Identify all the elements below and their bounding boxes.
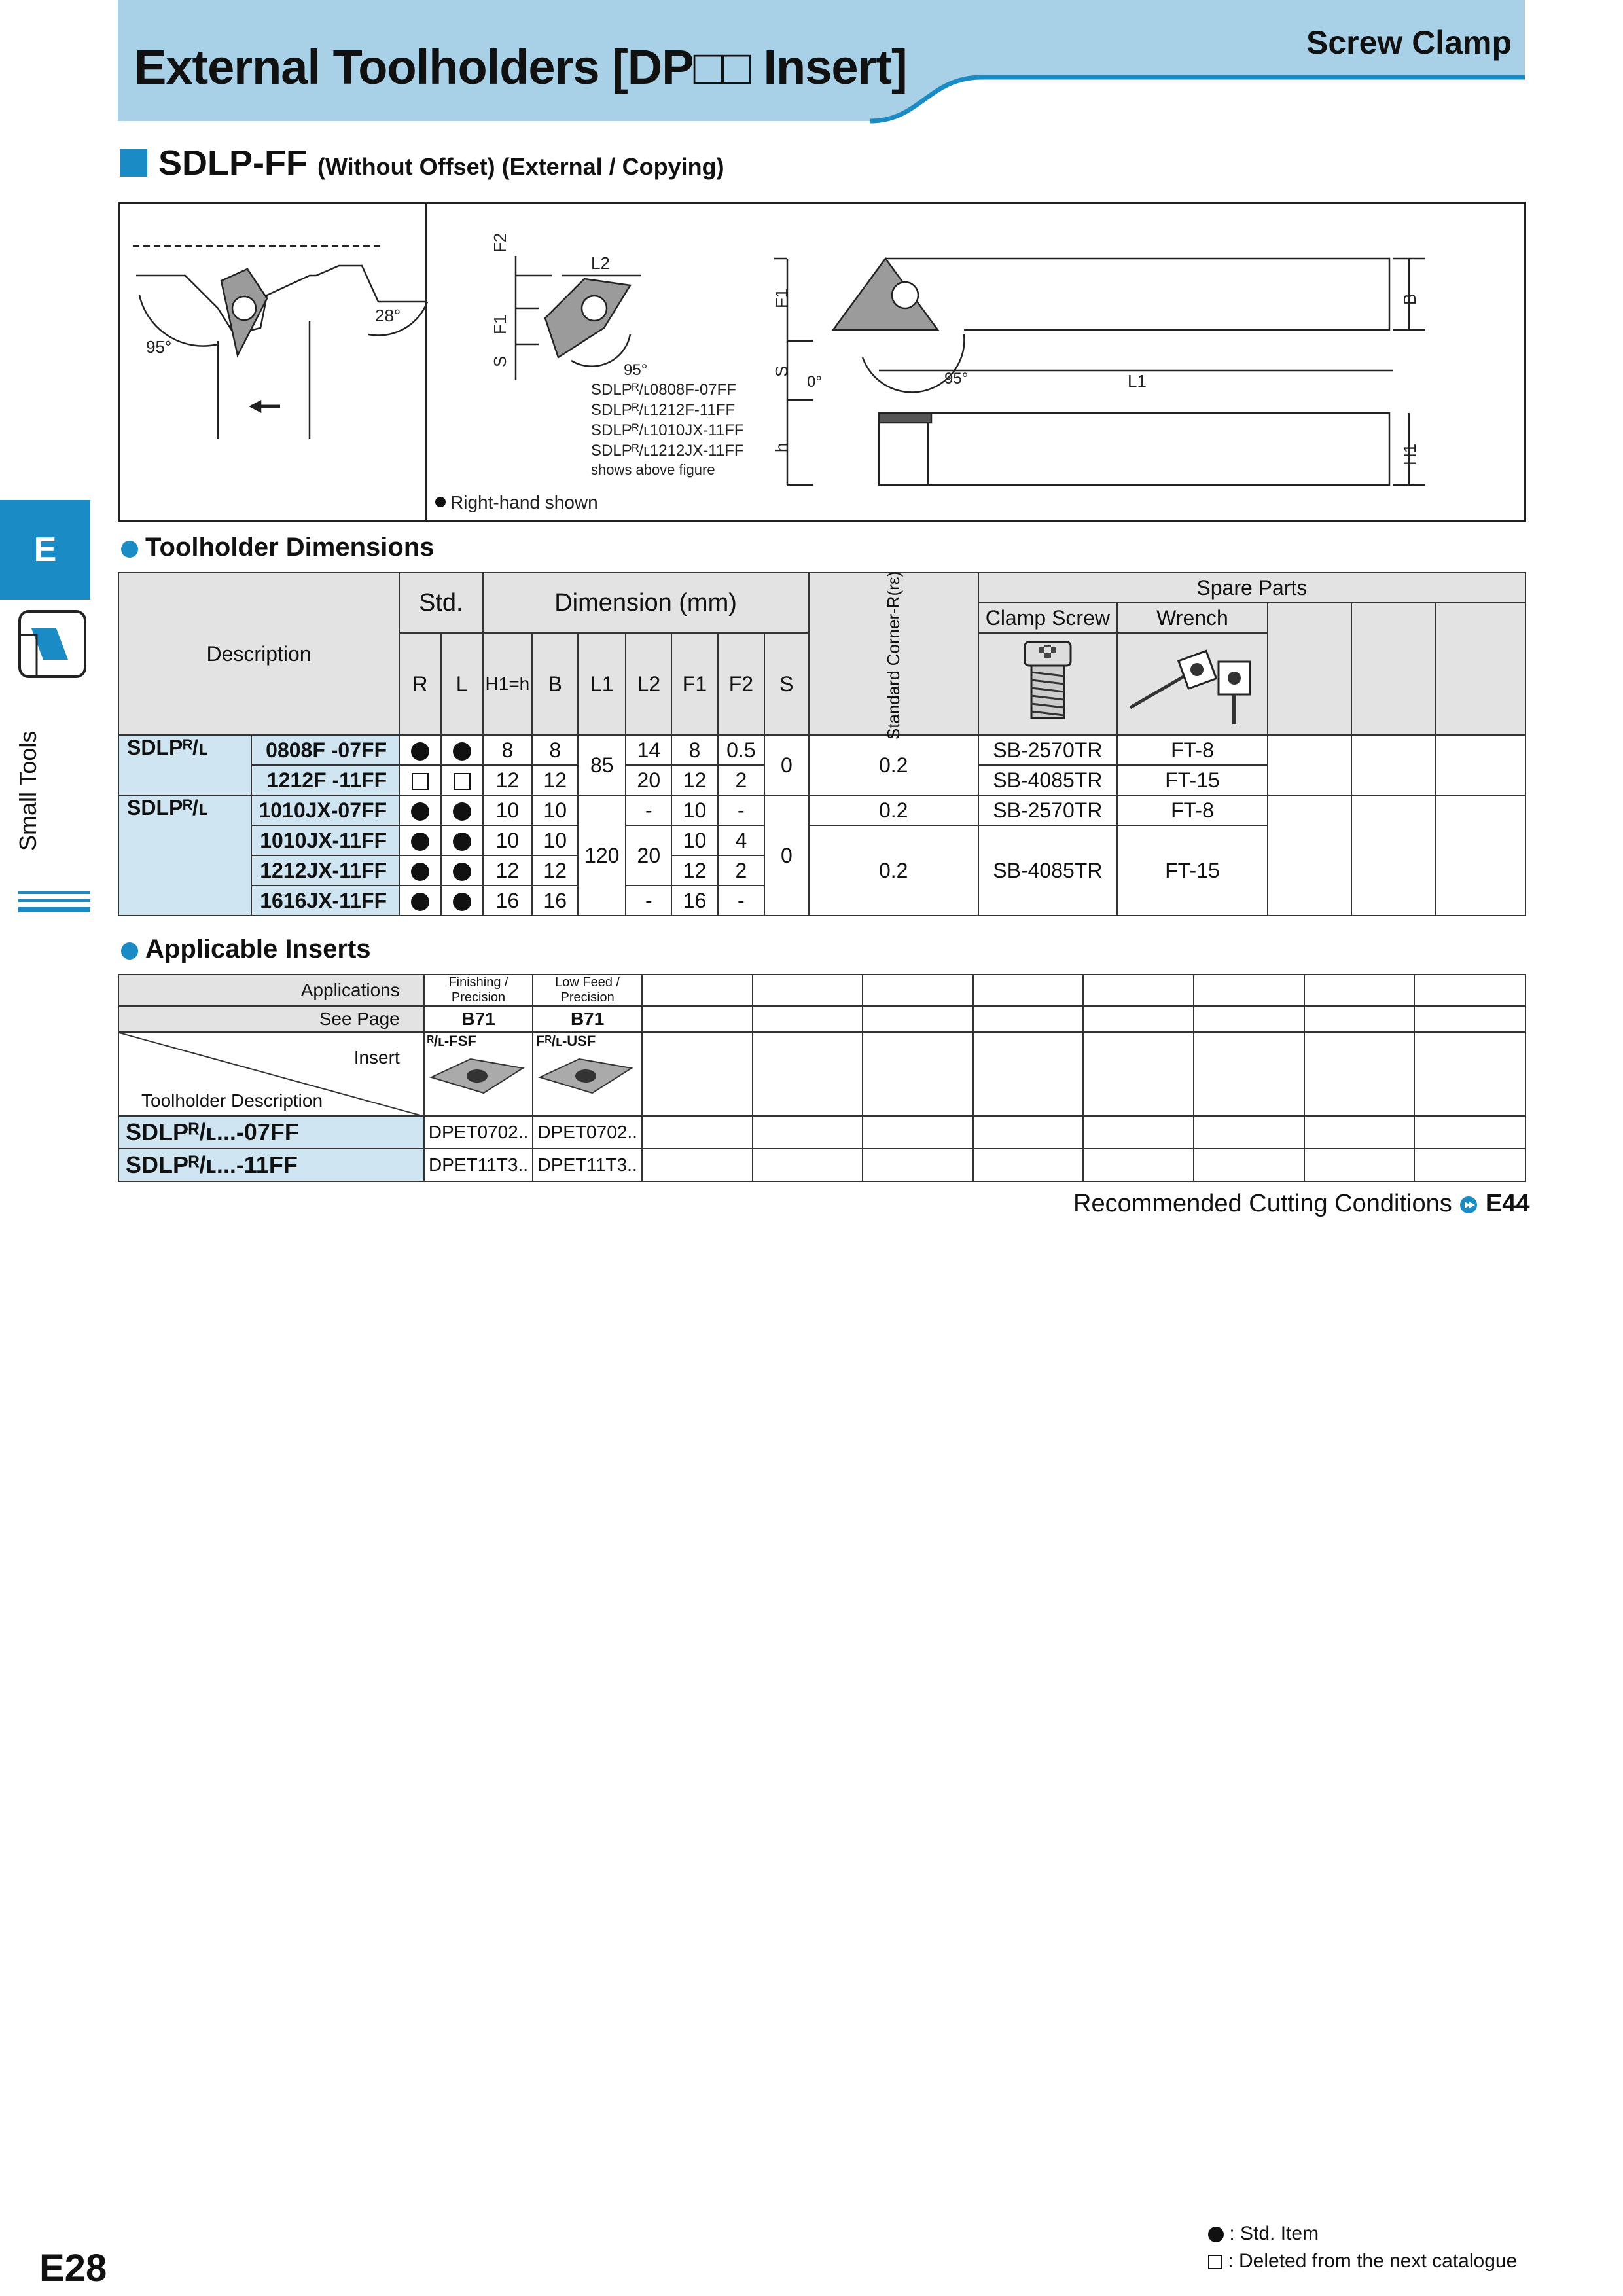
- wrench-image: [1117, 633, 1268, 735]
- see-page-label: See Page: [118, 1006, 424, 1032]
- dim-L1-label: L1: [1128, 371, 1147, 391]
- page-number: E28: [39, 2247, 107, 2289]
- corner-r-2: 0.2: [809, 795, 978, 825]
- cell: 2: [718, 855, 765, 886]
- recommend-text: Recommended Cutting Conditions: [1073, 1190, 1452, 1217]
- cell: SB-4085TR: [978, 825, 1117, 916]
- cell: 8: [532, 735, 578, 765]
- insert-usf: [533, 1032, 642, 1116]
- cell: 14: [626, 735, 671, 765]
- toolholder-desc-label: Toolholder Description: [141, 1090, 323, 1111]
- hand-note: Right-hand shown: [450, 492, 598, 512]
- S-0b: 0: [764, 795, 808, 916]
- clamp-screw-icon: [1018, 636, 1077, 727]
- col-L: L: [441, 633, 483, 735]
- insert-desc-header: [118, 1032, 424, 1116]
- inserts-title: Applicable Inserts: [145, 935, 371, 963]
- cell: 10: [483, 825, 533, 855]
- recommended-conditions-link[interactable]: [1073, 1190, 1530, 1218]
- insert-name: ᴿ/ʟ-FSF: [427, 1033, 476, 1049]
- section-subtitle: (Without Offset) (External / Copying): [317, 153, 724, 180]
- std-l-row-1: [441, 735, 483, 765]
- cell: 16: [671, 886, 717, 916]
- description-header: Description: [118, 573, 399, 735]
- angle-label-0: 0°: [807, 373, 822, 391]
- L1-85: 85: [578, 735, 626, 795]
- L1-120: 120: [578, 795, 626, 916]
- insert-detail-panel: [516, 256, 641, 380]
- col-S: S: [764, 633, 808, 735]
- clamp-screw-image: [978, 633, 1117, 735]
- recommend-page: E44: [1485, 1190, 1530, 1217]
- cell: FT-15: [1117, 765, 1268, 795]
- std-l-row-2: [441, 765, 483, 795]
- legend: [1208, 2220, 1517, 2275]
- section-title: [158, 143, 724, 183]
- top-view-panel: [133, 246, 427, 439]
- insert-row-07: SDLPᴿ/ʟ...-07FF: [118, 1116, 424, 1149]
- std-header: Std.: [399, 573, 482, 633]
- drawing-svg: [120, 204, 1524, 520]
- dim-B-label: B: [1400, 293, 1419, 305]
- wrench-icon: [1120, 636, 1264, 727]
- cell: -: [626, 795, 671, 825]
- L2-20: 20: [626, 825, 671, 886]
- code-row-1: 0808F -07FF: [251, 735, 399, 765]
- col-L2: L2: [626, 633, 671, 735]
- cell: 10: [483, 795, 533, 825]
- S-0a: 0: [764, 735, 808, 795]
- cell: SB-2570TR: [978, 795, 1117, 825]
- dim-F2-label: F2: [490, 232, 510, 253]
- legend-deleted: : Deleted from the next catalogue: [1228, 2250, 1518, 2272]
- cell: 12: [671, 765, 717, 795]
- models-note: shows above figure: [591, 461, 715, 478]
- angle-label-95b: 95°: [624, 361, 648, 379]
- sidebar-label: Small Tools: [14, 730, 41, 851]
- cell: 16: [532, 886, 578, 916]
- code-row-5: 1212JX-11FF: [251, 855, 399, 886]
- category-label: Screw Clamp: [1306, 24, 1512, 61]
- insert-label: Insert: [353, 1047, 400, 1067]
- cell: 10: [532, 795, 578, 825]
- cell: 10: [671, 795, 717, 825]
- std-r-row-2: [399, 765, 441, 795]
- corner-r-1: 0.2: [809, 735, 978, 795]
- bullet-icon: [121, 942, 138, 960]
- code-row-6: 1616JX-11FF: [251, 886, 399, 916]
- cell: 12: [483, 765, 533, 795]
- cell: DPET0702..: [533, 1116, 642, 1149]
- app-col-2: Low Feed / Precision: [533, 975, 642, 1006]
- cell: 8: [483, 735, 533, 765]
- insert-row-11: SDLPᴿ/ʟ...-11FF: [118, 1149, 424, 1181]
- cell: 8: [671, 735, 717, 765]
- cell: -: [626, 886, 671, 916]
- toolholder-drawing: [118, 202, 1526, 522]
- bullet-icon: [121, 541, 138, 558]
- wrench-header: Wrench: [1117, 603, 1268, 633]
- prefix-sdlp-jx: SDLPᴿ/ʟ: [118, 795, 251, 916]
- dim-H1-label: H1: [1400, 443, 1419, 465]
- angle-label-28: 28°: [375, 306, 401, 325]
- app-col-1: Finishing / Precision: [424, 975, 533, 1006]
- corner-r-3: 0.2: [809, 825, 978, 916]
- model-line-1: SDLPᴿ/ʟ0808F-07FF: [591, 381, 736, 399]
- code-row-4: 1010JX-11FF: [251, 825, 399, 855]
- code-row-2: 1212F -11FF: [251, 765, 399, 795]
- dim-h-label: h: [772, 442, 791, 452]
- inserts-table: [118, 974, 1526, 1182]
- section-tab-E[interactable]: E: [0, 500, 90, 600]
- section-code: SDLP-FF: [158, 143, 308, 183]
- insert-fsf: [424, 1032, 533, 1116]
- dim-Sb-label: S: [772, 365, 791, 377]
- dimensions-table: [118, 572, 1526, 916]
- col-F1: F1: [671, 633, 717, 735]
- page-col-1: B71: [424, 1006, 533, 1032]
- dim-L2-label: L2: [591, 253, 610, 273]
- col-B: B: [532, 633, 578, 735]
- cell: SB-4085TR: [978, 765, 1117, 795]
- arrow-right-icon: [1459, 1195, 1478, 1215]
- dim-F1-label: F1: [490, 314, 510, 334]
- angle-label-95: 95°: [146, 337, 172, 357]
- cell: FT-15: [1117, 825, 1268, 916]
- cell: -: [718, 886, 765, 916]
- spare-parts-header: Spare Parts: [978, 573, 1525, 603]
- std-r-row-1: [399, 735, 441, 765]
- insert-fsf-icon: [425, 1050, 529, 1102]
- page-title: External Toolholders [DP□□ Insert]: [134, 40, 907, 94]
- dim-S-label: S: [490, 355, 510, 367]
- prefix-sdlp-f: SDLPᴿ/ʟ: [118, 735, 251, 795]
- cell: FT-8: [1117, 795, 1268, 825]
- model-line-2: SDLPᴿ/ʟ1212F-11FF: [591, 401, 736, 419]
- corner-r-header: Standard Corner-R(rε): [809, 573, 978, 735]
- col-H1h: H1=h: [483, 633, 533, 735]
- page-col-2: B71: [533, 1006, 642, 1032]
- sidebar-lines: [18, 890, 90, 918]
- col-R: R: [399, 633, 441, 735]
- cell: 12: [671, 855, 717, 886]
- cell: 12: [483, 855, 533, 886]
- dimension-header: Dimension (mm): [483, 573, 809, 633]
- cell: DPET0702..: [424, 1116, 533, 1149]
- cell: 12: [532, 765, 578, 795]
- model-line-4: SDLPᴿ/ʟ1212JX-11FF: [591, 442, 744, 459]
- angle-label-95c: 95°: [944, 370, 969, 387]
- applications-label: Applications: [118, 975, 424, 1006]
- col-F2: F2: [718, 633, 765, 735]
- col-L1: L1: [578, 633, 626, 735]
- clamp-screw-header: Clamp Screw: [978, 603, 1117, 633]
- cell: FT-8: [1117, 735, 1268, 765]
- cell: 20: [626, 765, 671, 795]
- cell: -: [718, 795, 765, 825]
- legend-std: : Std. Item: [1229, 2223, 1319, 2244]
- section-square-icon: [120, 149, 147, 177]
- cell: 12: [532, 855, 578, 886]
- insert-name: Fᴿ/ʟ-USF: [536, 1033, 596, 1049]
- code-row-3: 1010JX-07FF: [251, 795, 399, 825]
- insert-usf-icon: [533, 1050, 638, 1102]
- side-view-panel: [774, 259, 1425, 485]
- dim-F1b-label: F1: [772, 288, 791, 308]
- small-tools-icon: [17, 609, 88, 679]
- cell: 16: [483, 886, 533, 916]
- cell: 10: [671, 825, 717, 855]
- model-line-3: SDLPᴿ/ʟ1010JX-11FF: [591, 422, 744, 439]
- cell: DPET11T3..: [424, 1149, 533, 1181]
- cell: 4: [718, 825, 765, 855]
- cell: 10: [532, 825, 578, 855]
- cell: DPET11T3..: [533, 1149, 642, 1181]
- dimensions-title: Toolholder Dimensions: [145, 533, 435, 562]
- cell: 2: [718, 765, 765, 795]
- cell: SB-2570TR: [978, 735, 1117, 765]
- cell: 0.5: [718, 735, 765, 765]
